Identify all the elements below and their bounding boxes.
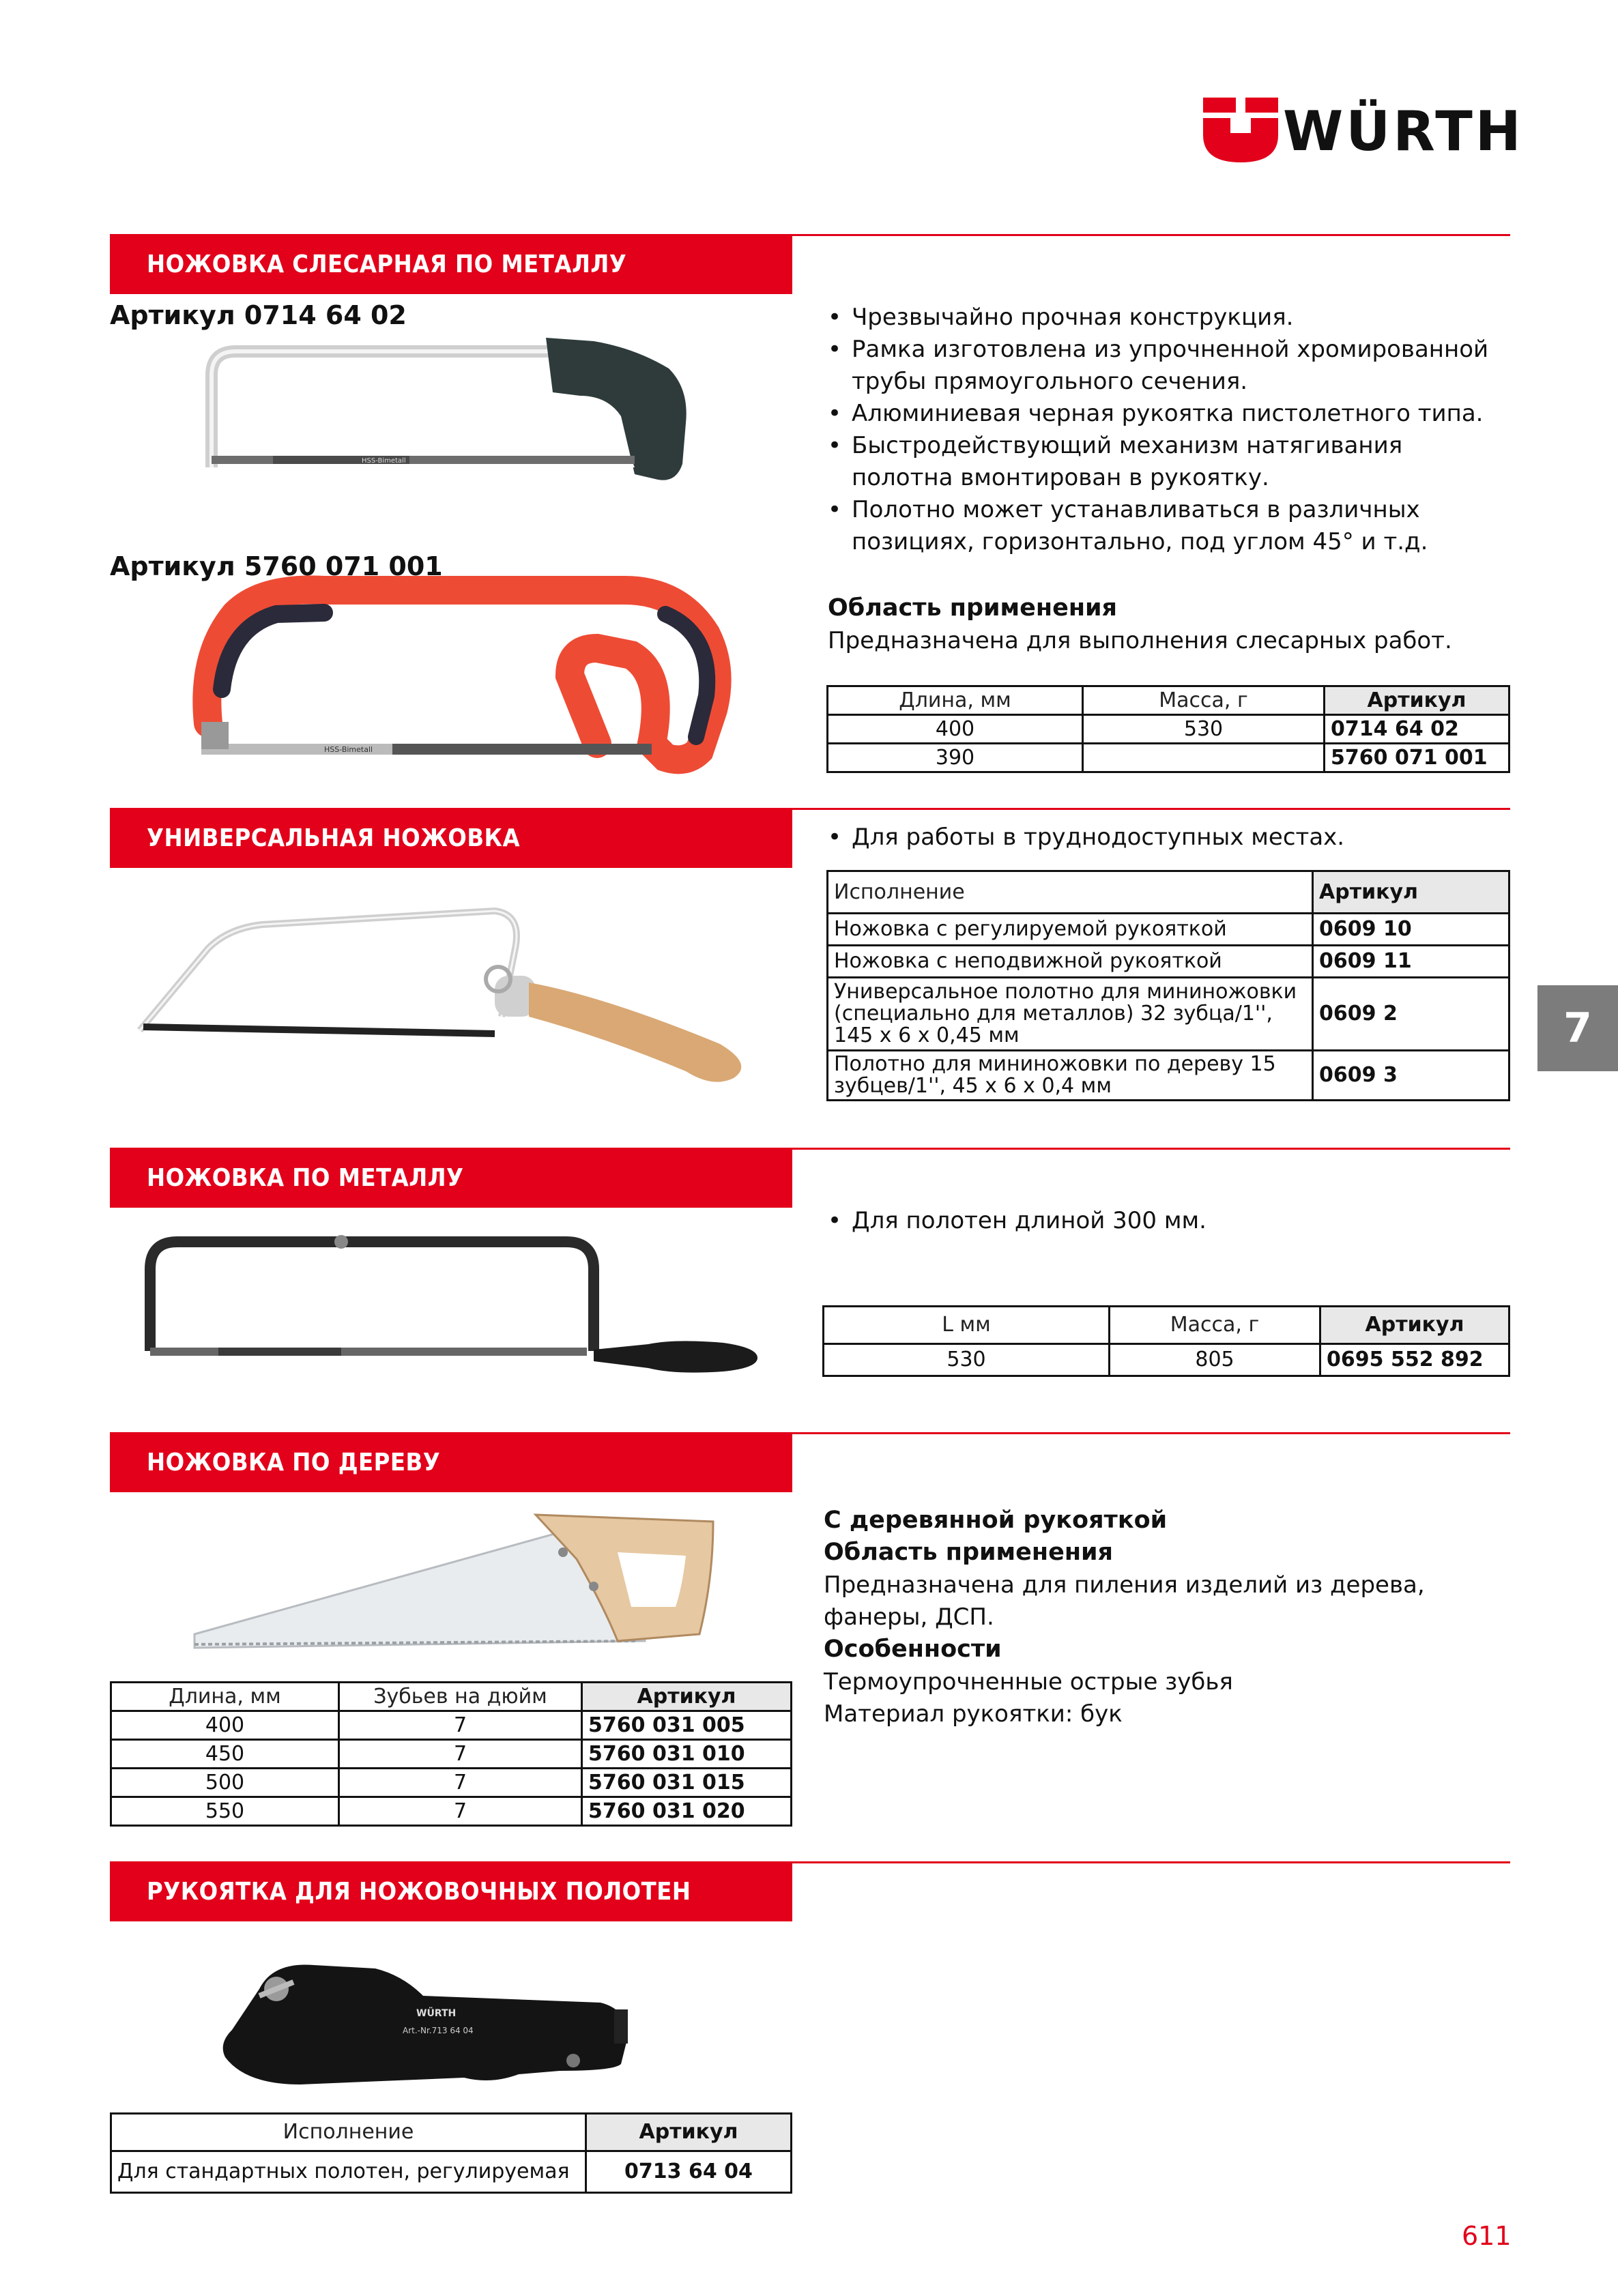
table-cell: Ножовка с регулируемой рукояткой bbox=[828, 914, 1313, 946]
brand-wordmark: WÜRTH bbox=[1283, 100, 1524, 163]
product-subtitle: С деревянной рукояткой bbox=[824, 1507, 1168, 1534]
feature-item: • Чрезвычайно прочная конструкция. bbox=[828, 302, 1503, 334]
article-label: Артикул 5760 071 001 bbox=[110, 551, 443, 581]
article-label: Артикул 0714 64 02 bbox=[110, 300, 407, 330]
table-cell: Универсальное полотно для мининожовки (специально для металлов) 32 зубца/1'', 145 x 6 x 0,45 мм bbox=[828, 978, 1313, 1051]
feature-item: Термоупрочненные острые зубья bbox=[824, 1668, 1233, 1696]
table-cell: Полотно для мининожовки по дереву 15 зубцев/1'', 45 x 6 x 0,4 мм bbox=[828, 1051, 1313, 1101]
table-header: Артикул bbox=[1313, 871, 1509, 914]
table-header: Длина, мм bbox=[111, 1683, 339, 1711]
wood-saw-image bbox=[194, 1505, 727, 1655]
table-cell: 0695 552 892 bbox=[1320, 1344, 1509, 1376]
table-row bbox=[828, 744, 1509, 772]
table-row bbox=[828, 946, 1509, 978]
section-title: НОЖОВКА ПО ДЕРЕВУ bbox=[147, 1449, 441, 1477]
table-cell: 7 bbox=[339, 1740, 582, 1769]
handle-article-label: Art.-Nr.713 64 04 bbox=[403, 2026, 474, 2035]
table-row bbox=[828, 1051, 1509, 1101]
spec-table bbox=[826, 870, 1510, 1101]
table-header: Артикул bbox=[582, 1683, 792, 1711]
table-cell: 400 bbox=[111, 1711, 339, 1740]
hacksaw-red-image bbox=[188, 573, 734, 778]
mini-hacksaw-image bbox=[126, 887, 768, 1092]
handle-brand-label: WÜRTH bbox=[416, 2008, 457, 2019]
application-title: Область применения bbox=[828, 594, 1117, 622]
spec-table bbox=[822, 1305, 1510, 1377]
feature-list bbox=[828, 822, 1503, 854]
section-title: НОЖОВКА ПО МЕТАЛЛУ bbox=[147, 1164, 464, 1192]
feature-list bbox=[828, 1205, 1503, 1237]
table-cell: 5760 031 005 bbox=[582, 1711, 792, 1740]
table-header: L мм bbox=[824, 1307, 1110, 1344]
table-cell: 390 bbox=[828, 744, 1083, 772]
table-header: Исполнение bbox=[111, 2114, 586, 2151]
table-header: Артикул bbox=[586, 2114, 792, 2151]
table-row bbox=[111, 1769, 792, 1797]
blade-label: HSS-Bimetall bbox=[362, 457, 406, 465]
feature-item: • Для полотен длиной 300 мм. bbox=[828, 1205, 1503, 1237]
features-title: Особенности bbox=[824, 1636, 1002, 1663]
spec-table bbox=[110, 2112, 792, 2194]
table-cell: Для стандартных полотен, регулируемая bbox=[111, 2151, 586, 2193]
table-header: Масса, г bbox=[1083, 686, 1325, 715]
table-header: Исполнение bbox=[828, 871, 1313, 914]
table-cell: 0609 10 bbox=[1313, 914, 1509, 946]
table-row bbox=[111, 1711, 792, 1740]
table-cell: 7 bbox=[339, 1711, 582, 1740]
table-header: Зубьев на дюйм bbox=[339, 1683, 582, 1711]
blade-label: HSS-Bimetall bbox=[324, 745, 373, 754]
table-row bbox=[111, 1740, 792, 1769]
table-header: Длина, мм bbox=[828, 686, 1083, 715]
table-cell: 805 bbox=[1110, 1344, 1320, 1376]
feature-item: • Алюминиевая черная рукоятка пистолетного типа. bbox=[828, 398, 1503, 430]
section-title: РУКОЯТКА ДЛЯ НОЖОВОЧНЫХ ПОЛОТЕН bbox=[147, 1878, 691, 1906]
table-cell: 530 bbox=[1083, 715, 1325, 744]
table-cell: 7 bbox=[339, 1769, 582, 1797]
table-cell: 5760 031 015 bbox=[582, 1769, 792, 1797]
table-cell: Ножовка с неподвижной рукояткой bbox=[828, 946, 1313, 978]
hacksaw-chrome-image bbox=[198, 321, 703, 491]
table-cell: 530 bbox=[824, 1344, 1110, 1376]
table-header: Артикул bbox=[1320, 1307, 1509, 1344]
hacksaw-black-image bbox=[130, 1221, 771, 1385]
table-header: Масса, г bbox=[1110, 1307, 1320, 1344]
table-cell: 500 bbox=[111, 1769, 339, 1797]
application-text: Предназначена для пиления изделий из дерева, фанеры, ДСП. bbox=[824, 1571, 1425, 1631]
table-cell: 450 bbox=[111, 1740, 339, 1769]
table-row bbox=[828, 914, 1509, 946]
section-title: НОЖОВКА СЛЕСАРНАЯ ПО МЕТАЛЛУ bbox=[147, 250, 627, 278]
table-cell: 550 bbox=[111, 1797, 339, 1826]
table-cell: 0714 64 02 bbox=[1325, 715, 1509, 744]
feature-item: • Для работы в труднодоступных местах. bbox=[828, 822, 1503, 854]
table-cell: 0609 11 bbox=[1313, 946, 1509, 978]
feature-list bbox=[828, 302, 1503, 558]
table-row bbox=[828, 715, 1509, 744]
table-cell: 5760 031 010 bbox=[582, 1740, 792, 1769]
wurth-logo-icon bbox=[1203, 98, 1278, 162]
section-title: УНИВЕРСАЛЬНАЯ НОЖОВКА bbox=[147, 824, 521, 852]
application-title: Область применения bbox=[824, 1539, 1113, 1566]
chapter-tab[interactable]: 7 bbox=[1537, 985, 1618, 1071]
table-cell: 0713 64 04 bbox=[586, 2151, 792, 2193]
feature-item: • Рамка изготовлена из упрочненной хромированной трубы прямоугольного сечения. bbox=[828, 334, 1503, 398]
table-cell: 0609 3 bbox=[1313, 1051, 1509, 1101]
table-cell: 400 bbox=[828, 715, 1083, 744]
application-text: Предназначена для выполнения слесарных работ. bbox=[828, 627, 1452, 654]
feature-item: • Полотно может устанавливаться в различных позициях, горизонтально, под углом 45° и т.д. bbox=[828, 494, 1503, 558]
spec-table bbox=[826, 685, 1510, 773]
table-row bbox=[111, 2151, 792, 2193]
blade-handle-image bbox=[218, 1948, 655, 2098]
feature-item: Материал рукоятки: бук bbox=[824, 1700, 1123, 1728]
table-header: Артикул bbox=[1325, 686, 1509, 715]
table-cell bbox=[1083, 744, 1325, 772]
feature-item: • Быстродействующий механизм натягивания полотна вмонтирован в рукоятку. bbox=[828, 430, 1503, 494]
table-cell: 0609 2 bbox=[1313, 978, 1509, 1051]
table-cell: 5760 071 001 bbox=[1325, 744, 1509, 772]
table-cell: 5760 031 020 bbox=[582, 1797, 792, 1826]
spec-table bbox=[110, 1681, 792, 1827]
table-cell: 7 bbox=[339, 1797, 582, 1826]
table-row bbox=[824, 1344, 1509, 1376]
table-row bbox=[828, 978, 1509, 1051]
table-row bbox=[111, 1797, 792, 1826]
page-number: 611 bbox=[1462, 2221, 1512, 2251]
